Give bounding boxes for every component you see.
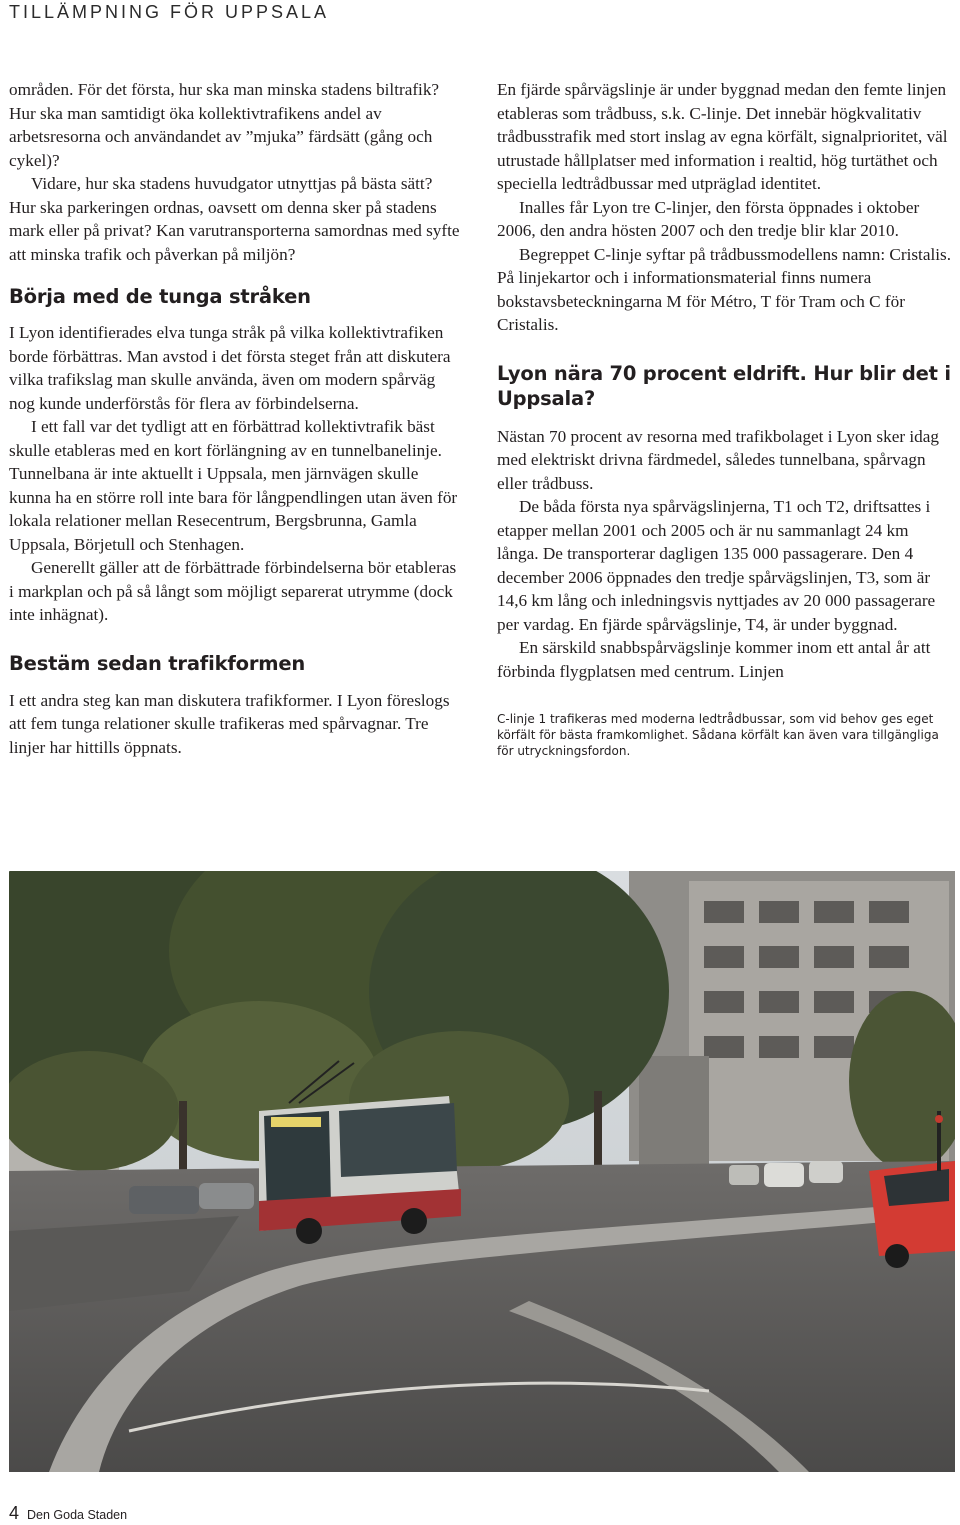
right-column — [497, 78, 954, 759]
paragraph: I Lyon identifierades elva tunga stråk på vilka kollektivtrafiken borde förbättras. Man avstod i det första steget från att diskutera vilka trafikslag man skulle använda, även om modern spårväg nog kunde underförstås för flera av förbindelserna. — [9, 323, 451, 413]
paragraph: I ett andra steg kan man diskutera trafikformer. I Lyon föreslogs att fem tunga relationer skulle trafikeras med spårvagnar. Tre linjer har hittills öppnats. — [9, 690, 450, 757]
section-heading-heavy-corridors: Börja med de tunga stråken — [9, 285, 311, 308]
trolleybus-photo — [9, 871, 955, 1472]
section-heading-electric-share: Lyon nära 70 procent eldrift. Hur blir det i Uppsala? — [497, 361, 951, 410]
trolleybus-street-scene — [9, 871, 955, 1472]
paragraph-intro: områden. För det första, hur ska man minska stadens biltrafik? Hur ska man samtidigt öka kollektivtrafikens andel av arbetsresorna och användandet av ”mjuka” färdsätt (gång och cykel)? — [9, 80, 440, 170]
paragraph: En fjärde spårvägslinje är under byggnad medan den femte linjen etableras som trådbuss, s.k. C-linje. Det innebär högkvalitativ trådbusstrafik med stort inslag av egna körfält, signalprioritet, väl utrustade hållplatser med information i realtid, hög turtäthet och speciella ledtrådbussar med utpräglad identitet. — [497, 80, 948, 193]
paragraph: Begreppet C-linje syftar på trådbussmodellens namn: Cristalis. På linjekartor och i informationsmaterial finns numera bokstavsbeteckningarna M för Métro, T för Tram och C för Cristalis. — [497, 244, 951, 334]
paragraph: De båda första nya spårvägslinjerna, T1 och T2, driftsattes i etapper mellan 2001 och 2005 och är nu sammanlagt 24 km långa. De transporterar dagligen 135 000 passagerare. Den 4 december 2006 öppnades den tredje spårvägslinjen, T3, som är 14,6 km lång och inledningsvis nyttjades av 20 000 passagerare per vardag. En fjärde spårvägslinje, T4, är under byggnad. — [497, 497, 936, 634]
page-number: 4 — [9, 1503, 20, 1523]
publication-name: Den Goda Staden — [27, 1508, 128, 1522]
paragraph: Inalles får Lyon tre C-linjer, den första öppnades i oktober 2006, den andra hösten 2007 och den tredje blir klar 2010. — [497, 197, 920, 240]
paragraph: I ett fall var det tydligt att en förbättrad kollektivtrafik bäst skulle etableras med en kort förlängning av en tunnelbanelinje. Tunnelbana är inte aktuellt i Uppsala, men järnvägen skulle kunna ha en större roll inte bara för långpendlingen utan även för lokala relationer mellan Resecentrum, Bergsbrunna, Gamla Uppsala, Börjetull och Stenhagen. — [9, 417, 458, 554]
paragraph: Generellt gäller att de förbättrade förbindelserna bör etableras i markplan och på så långt som möjligt separerat utrymme (dock inte inhägnat). — [9, 558, 457, 624]
left-column — [9, 78, 461, 759]
paragraph: En särskild snabbspårvägslinje kommer inom ett antal år att förbinda flygplatsen med centrum. Linjen — [497, 638, 931, 681]
page-footer — [9, 1503, 127, 1524]
section-heading-traffic-form: Bestäm sedan trafikformen — [9, 651, 306, 675]
paragraph: Vidare, hur ska stadens huvudgator utnyttjas på bästa sätt? Hur ska parkeringen ordnas, oavsett om denna sker på stadens mark eller på privat? Kan varutransporterna samordnas med syfte att minska trafik och påverkan på miljön? — [9, 174, 460, 264]
paragraph: Nästan 70 procent av resorna med trafikbolaget i Lyon sker idag med elektriskt drivna färdmedel, således tunnelbana, spårvagn eller trådbuss. — [497, 426, 939, 493]
photo-caption: C-linje 1 trafikeras med moderna ledtrådbussar, som vid behov ges eget körfält för bästa framkomlighet. Sådana körfält kan även vara tillgängliga för utryckningsfordon. — [497, 712, 939, 758]
section-header: TILLÄMPNING FÖR UPPSALA — [9, 2, 330, 22]
